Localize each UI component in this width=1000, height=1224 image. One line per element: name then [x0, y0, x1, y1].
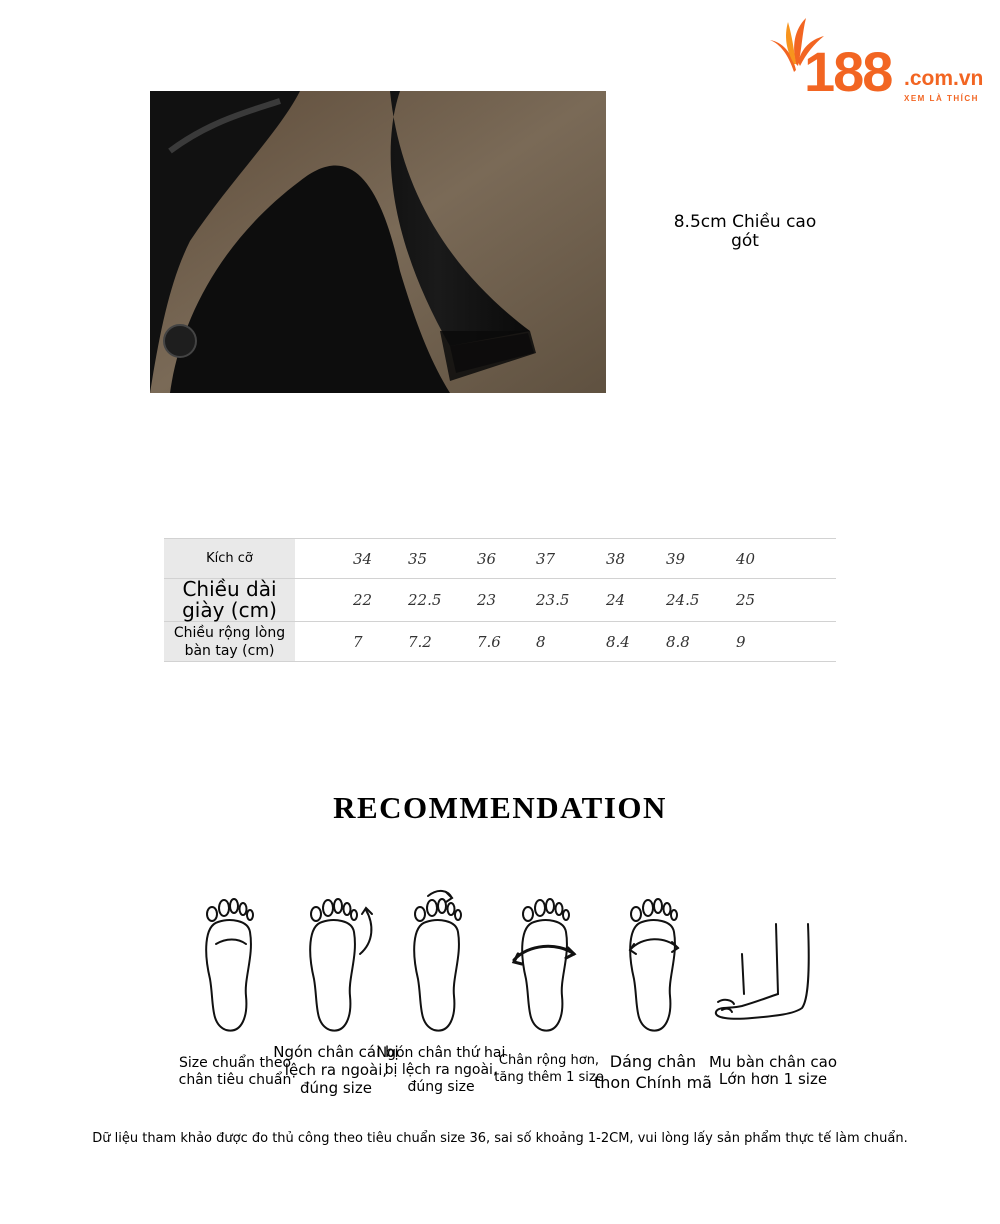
caption-high-instep: Mu bàn chân cao Lớn hơn 1 size: [708, 1053, 838, 1088]
table-cell: 7.2: [408, 622, 477, 662]
table-cell: 22.5: [408, 579, 477, 622]
table-cell: 37: [536, 539, 606, 579]
disclaimer-text: Dữ liệu tham khảo được đo thủ công theo tiêu chuẩn size 36, sai số khoảng 1-2CM, vui lòng lấy sản phẩm thực tế làm chuẩn.: [92, 1131, 908, 1146]
logo-domain: .com.vn: [904, 67, 984, 90]
heel-height-caption: 8.5cm Chiều cao gót: [673, 212, 817, 251]
table-cell: 8.4: [606, 622, 666, 662]
table-cell: 22: [353, 579, 408, 622]
table-cell: 23.5: [536, 579, 606, 622]
table-header-size: Kích cỡ: [164, 539, 295, 579]
table-cell: 23: [477, 579, 536, 622]
table-cell: 35: [408, 539, 477, 579]
brand-logo[interactable]: [766, 14, 992, 106]
table-header-length: Chiều dài giày (cm): [164, 579, 295, 622]
table-cell: 7.6: [477, 622, 536, 662]
recommendation-title: RECOMMENDATION: [333, 790, 667, 825]
table-cell: 38: [606, 539, 666, 579]
foot-types-illustration: [182, 884, 836, 1036]
table-cell: 9: [736, 622, 836, 662]
table-cell: 25: [736, 579, 836, 622]
foot-slim-icon: [630, 899, 678, 1031]
logo-number: 188: [804, 40, 892, 103]
heel-photo: [150, 91, 606, 393]
table-row: [164, 622, 836, 662]
table-row: [164, 579, 836, 622]
caption-second-toe: Ngón chân thứ hai bị lệch ra ngoài, đúng size: [376, 1045, 506, 1095]
caption-standard: Size chuẩn theo chân tiêu chuẩn: [178, 1055, 292, 1088]
table-cell: 24: [606, 579, 666, 622]
foot-standard-icon: [206, 899, 253, 1031]
table-cell: 7: [353, 622, 408, 662]
table-cell: 40: [736, 539, 836, 579]
table-header-width: Chiều rộng lòng bàn tay (cm): [164, 622, 295, 662]
foot-big-toe-icon: [310, 899, 372, 1031]
table-cell: 8: [536, 622, 606, 662]
table-cell: 39: [666, 539, 736, 579]
caption-slim: Dáng chân thon Chính mã: [594, 1052, 712, 1092]
caption-big-toe: Ngón chân cái bị lệch ra ngoài, đúng size: [273, 1043, 399, 1097]
foot-high-instep-icon: [716, 924, 809, 1019]
caption-wide: Chân rộng hơn, tăng thêm 1 size: [494, 1053, 604, 1085]
table-cell: 36: [477, 539, 536, 579]
foot-second-toe-icon: [414, 891, 461, 1031]
table-row: [164, 539, 836, 579]
logo-tagline: XEM LÀ THÍCH: [904, 94, 979, 103]
size-table: [164, 538, 836, 662]
foot-wide-icon: [514, 899, 574, 1031]
table-cell: 8.8: [666, 622, 736, 662]
table-cell: 34: [353, 539, 408, 579]
table-cell: 24.5: [666, 579, 736, 622]
